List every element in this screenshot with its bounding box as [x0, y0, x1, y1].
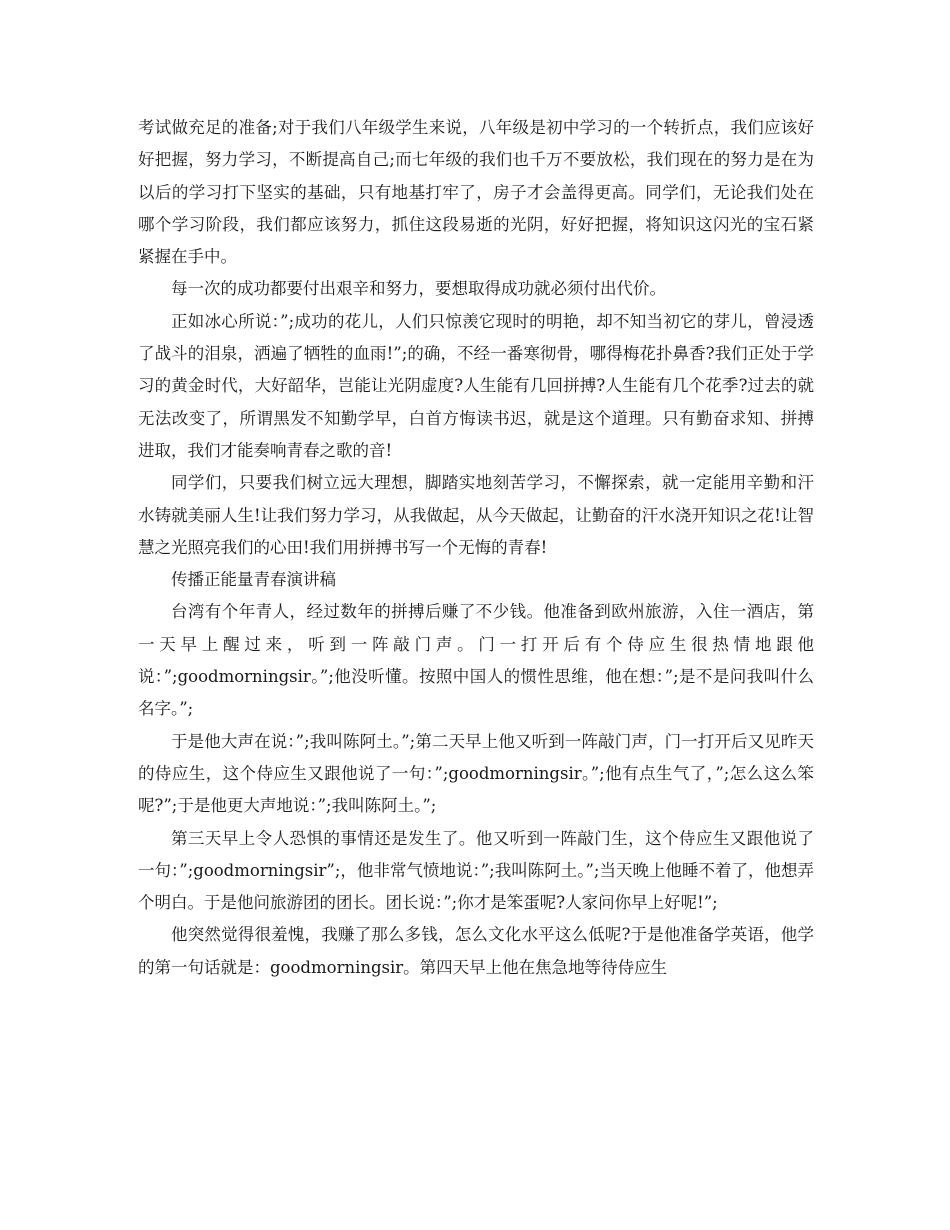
- paragraph-3: 正如冰心所说：”;成功的花儿，人们只惊羡它现时的明艳，却不知当初它的芽儿，曾浸透了战斗的泪泉，洒遍了牺牲的血雨!”;的确，不经一番寒彻骨，哪得梅花扑鼻香?我们正处于学习的黄金时代，大好韶华，岂能让光阴虚度?人生能有几回拼搏?人生能有几个花季?过去的就无法改变了，所谓黑发不知勤学早，白首方悔读书迟，就是这个道理。只有勤奋求知、拼搏进取，我们才能奏响青春之歌的音!: [138, 311, 814, 460]
- section-heading: 传播正能量青春演讲稿: [171, 570, 336, 590]
- paragraph-1: 考试做充足的准备;对于我们八年级学生来说，八年级是初中学习的一个转折点，我们应该好好把握，努力学习，不断提高自己;而七年级的我们也千万不要放松，我们现在的努力是在为以后的学习打下坚实的基础，只有地基打牢了，房子才会盖得更高。同学们，无论我们处在哪个学习阶段，我们都应该努力，抓住这段易逝的光阴，好好把握，将知识这闪光的宝石紧紧握在手中。: [138, 118, 814, 267]
- paragraph-2: 每一次的成功都要付出艰辛和努力，要想取得成功就必须付出代价。: [171, 279, 666, 299]
- paragraph-7: 于是他大声在说：”;我叫陈阿土。”;第二天早上他又听到一阵敲门声，门一打开后又见昨天的侍应生，这个侍应生又跟他说了一句：”;goodmorningsir。”;他有点生气了，”;怎么这么笨呢?”;于是他更大声地说：”;我叫陈阿土。”;: [138, 731, 814, 816]
- document-body: [138, 112, 814, 984]
- paragraph-6: 台湾有个年青人，经过数年的拼搏后赚了不少钱。他准备到欧州旅游，入住一酒店，第一天早上醒过来，听到一阵敲门声。门一打开后有个侍应生很热情地跟他说：”;goodmorningsir。”;他没听懂。按照中国人的惯性思维，他在想：”;是不是问我叫什么名字。”;: [138, 602, 814, 719]
- paragraph-9: 他突然觉得很羞愧，我赚了那么多钱，怎么文化水平这么低呢?于是他准备学英语，他学的第一句话就是：goodmorningsir。第四天早上他在焦急地等待侍应生: [138, 925, 814, 977]
- paragraph-8: 第三天早上令人恐惧的事情还是发生了。他又听到一阵敲门生，这个侍应生又跟他说了一句：”;goodmorningsir”;，他非常气愤地说：”;我叫陈阿土。”;当天晚上他睡不着了，他想弄个明白。于是他问旅游团的团长。团长说：”;你才是笨蛋呢?人家问你早上好呢!”;: [138, 828, 814, 913]
- paragraph-4: 同学们，只要我们树立远大理想，脚踏实地刻苦学习，不懈探索，就一定能用辛勤和汗水铸就美丽人生!让我们努力学习，从我做起，从今天做起，让勤奋的汗水浇开知识之花!让智慧之光照亮我们的心田!我们用拼搏书写一个无悔的青春!: [138, 473, 814, 557]
